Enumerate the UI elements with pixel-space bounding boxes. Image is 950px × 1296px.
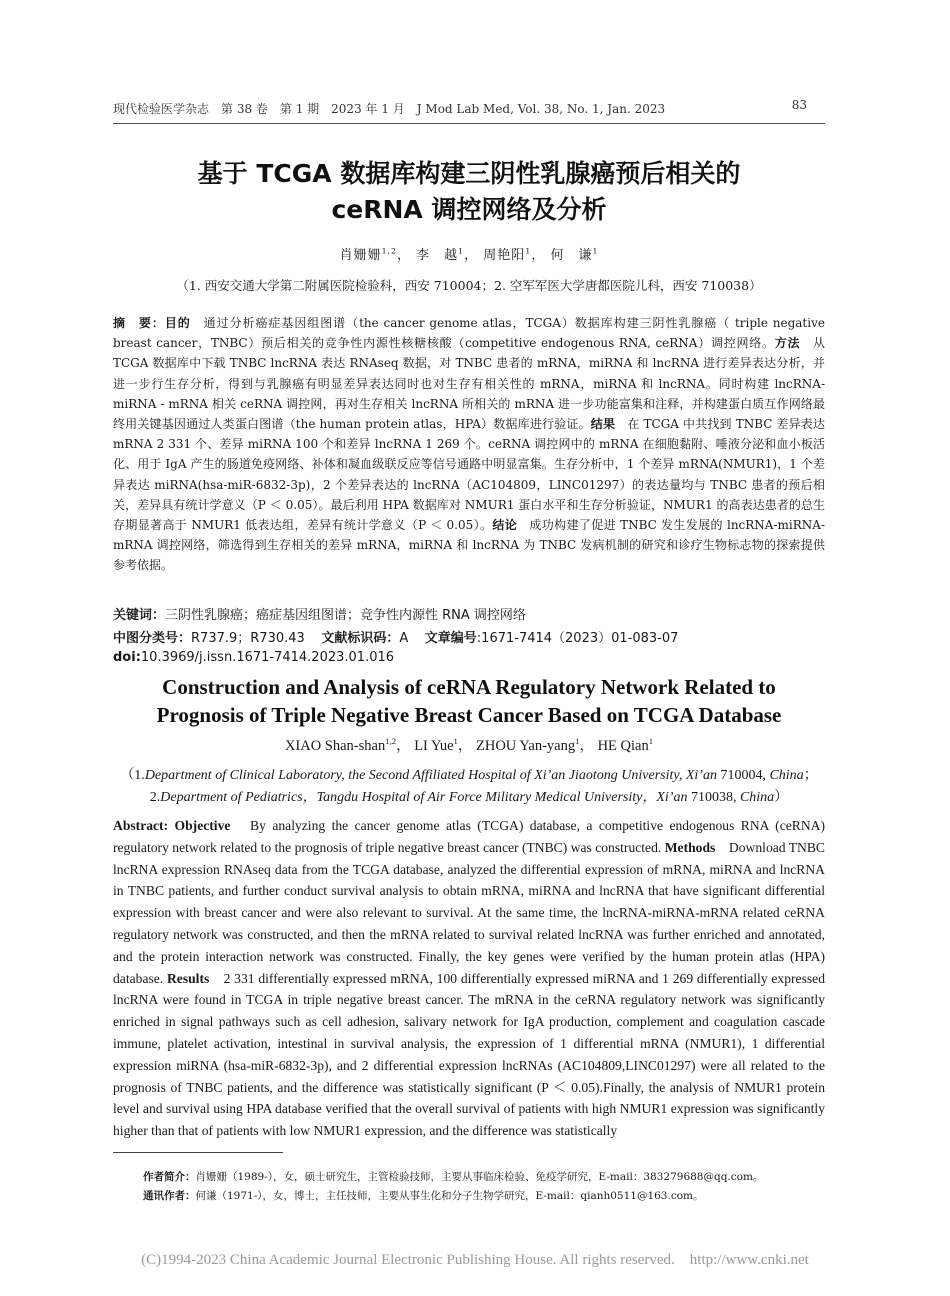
chinese-affiliation: （1. 西安交通大学第二附属医院检验科，西安 710004；2. 空军军医大学唐都医院儿科，西安 710038） — [176, 278, 762, 293]
affil-open: （1. — [120, 768, 145, 783]
english-affiliation-line-1 — [100, 765, 838, 787]
author-separator: ， — [397, 248, 412, 263]
author-bio-footnote — [143, 1169, 833, 1184]
chinese-title-line-2: ceRNA 调控网络及分析 — [331, 195, 607, 224]
methods-text: 从 TCGA 数据库中下载 TNBC lncRNA 表达 RNAseq 数据，对 TNBC 患者的 mRNA，miRNA 和 lncRNA 进行差异表达分析，并进一步行生存分析，得到与乳腺癌有明显差异表达同时也对生存有相关性的 mRNA，miRNA 和 lncRNA。同时构建 lncRNA- miRNA - mRNA 相关 ceRNA 调控网，再对生存相关 lncRNA 所相关的 mRNA 进一步功能富集和注释，并构建蛋白质互作网络最终用关键基因通过人类蛋白图谱（the human protein atlas，HPA）数据库进行验证。 — [113, 336, 825, 432]
footnote-divider — [113, 1152, 283, 1153]
author-name: 何 谦 — [550, 248, 593, 263]
doi — [113, 650, 825, 665]
affil-num-2: 2. — [149, 790, 161, 805]
copyright-watermark: (C)1994-2023 China Academic Journal Electronic Publishing House. All rights reserved. http://www.cnki.net — [141, 1252, 809, 1268]
affil-dept-1: Department of Clinical Laboratory, the Second Affiliated Hospital of Xi’an Jiaotong University, Xi’an — [144, 768, 717, 783]
corresponding-text: 何谦（1971-），女，博士，主任技师，主要从事生化和分子生物学研究，E-mail：qianh0511@163.com。 — [195, 1190, 704, 1202]
results-label: 结果 — [590, 417, 616, 432]
author-separator: ， — [531, 248, 546, 263]
author-name: ZHOU Yan-yang — [476, 738, 576, 754]
author-affil-sup: 1 — [525, 246, 532, 256]
author-affil-sup: 1 — [575, 736, 580, 747]
article-no-value: :1671-7414（2023）01-083-07 — [476, 631, 679, 646]
methods-text: Download TNBC lncRNA expression RNAseq data from the TCGA database, analyzed the differential expression of mRNA, miRNA and lncRNA in TNBC patients, and further conduct survival analysis to obtain mRNA, miRNA and lncRNA that have significant differential expression with breast cancer and were also relevant to survival. At the same time, the lncRNA-miRNA-mRNA related ceRNA regulatory network was constructed, and then the mRNA related to survival related lncRNA was further enriched and annotated, and the protein interaction network was constructed. Finally, the key genes were verified by the human protein atlas (HPA) database. — [113, 839, 825, 986]
keywords — [113, 604, 825, 623]
keywords-label: 关键词： — [113, 608, 166, 623]
chinese-title — [100, 156, 838, 228]
english-title — [100, 673, 838, 729]
author-name: LI Yue — [414, 738, 454, 754]
chinese-abstract — [113, 313, 825, 576]
header-divider — [113, 123, 825, 124]
chinese-authors — [100, 244, 838, 263]
keywords-text: 三阴性乳腺癌；癌症基因组图谱；竞争性内源性 RNA 调控网络 — [165, 608, 526, 623]
methods-label: 方法 — [774, 336, 801, 351]
author-affil-sup: 1,2 — [385, 736, 397, 747]
affil-dept-2: Department of Pediatrics，Tangdu Hospital of Air Force Military Medical University，Xi’an — [160, 790, 688, 805]
english-affiliation — [100, 765, 838, 809]
author-affil-sup: 1 — [453, 736, 458, 747]
affil-postcode-1: 710004, — [716, 768, 770, 783]
author-separator: ， — [464, 248, 479, 263]
author-name: 肖姗姗 — [339, 248, 382, 263]
doc-code-value: A — [399, 631, 409, 646]
cls-value: R737.9；R730.43 — [191, 631, 305, 646]
page-number: 83 — [791, 98, 807, 112]
author-separator: ， — [396, 738, 411, 754]
english-affiliation-line-2 — [100, 787, 838, 809]
english-title-line-2: Prognosis of Triple Negative Breast Cancer Based on TCGA Database — [156, 703, 782, 727]
author-name: 李 越 — [416, 248, 459, 263]
results-label: Results — [166, 970, 210, 986]
doi-label: doi: — [113, 650, 141, 665]
author-name: HE Qian — [597, 738, 649, 754]
affil-postcode-2: 710038, — [687, 790, 740, 805]
author-name: 周艳阳 — [483, 248, 526, 263]
objective-text: By analyzing the cancer genome atlas (TCGA) database, a competitive endogenous RNA (ceRNA) regulatory network related to the prognosis of triple negative breast cancer (TNBC) was constructed. — [113, 818, 825, 855]
author-separator: ， — [579, 738, 594, 754]
affil-sep: ； — [803, 768, 818, 783]
doc-code-label: 文献标识码： — [321, 631, 400, 646]
results-text: 2 331 differentially expressed mRNA, 100 differentially expressed miRNA and 1 269 differentially expressed lncRNA were found in TCGA in triple negative breast cancer. The mRNA in the ceRNA regulatory network was significantly enriched in signal pathways such as cell adhesion, salivary network for IgA production, complement and coagulation cascade immune, platelet activation, intestinal in survival analysis, the expression of 1 differential mRNA (NMUR1), 1 differential expression miRNA (hsa-miR-6832-3p), and 2 differential expression lncRNAs (AC104809,LINC01297) were all related to the prognosis of TNBC patients, and the difference was statistically significant (P ＜ 0.05).Finally, the analysis of NMUR1 protein level and survival using HPA database verified that the overall survival of patients with high NMUR1 expression was significantly higher than that of patients with low NMUR1 expression, and the difference was statistically — [113, 970, 825, 1139]
cls-label: 中图分类号： — [113, 631, 192, 646]
conclusion-label: 结论 — [492, 518, 518, 533]
english-title-line-1: Construction and Analysis of ceRNA Regulatory Network Related to — [162, 675, 776, 699]
objective-text: 通过分析癌症基因组图谱（the cancer genome atlas，TCGA）数据库构建三阴性乳腺癌（ triple negative breast cancer，TNBC）预后相关的竞争性内源性核糖核酸（competitive endogenous RNA, ceRNA）调控网络。 — [113, 316, 825, 351]
english-authors — [100, 734, 838, 755]
author-affil-sup: 1 — [648, 736, 654, 747]
author-bio-label: 作者简介： — [143, 1171, 196, 1183]
affil-country-2: China — [739, 790, 775, 805]
author-affil-sup: 1,2 — [381, 246, 397, 256]
abstract-label: 摘 要： — [113, 316, 165, 330]
abstract-objective-label: Abstract: Objective — [113, 818, 231, 833]
author-separator: ， — [457, 738, 473, 754]
results-text: 在 TCGA 中共找到 TNBC 差异表达 mRNA 2 331 个、差异 miRNA 100 个和差异 lncRNA 1 269 个。ceRNA 调控网中的 mRNA 在细胞黏附、唾液分泌和血小板活化、用于 IgA 产生的肠道免疫网络、补体和凝血级联反应等信号通路中明显富集。生存分析中，1 个差异 mRNA(NMUR1)，1 个差异表达 miRNA(hsa-miR-6832-3p)，2 个差异表达的 lncRNA（AC104809，LINC01297）的表达量均与 TNBC 患者的预后相关，差异具有统计学意义（P ＜ 0.05）。最后利用 HPA 数据库对 NMUR1 蛋白水平和生存分析验证，NMUR1 的高表达患者的总生存期显著高于 NMUR1 低表达组，差异有统计学意义（P ＜ 0.05）。 — [113, 417, 825, 533]
article-no-label: 文章编号 — [424, 631, 477, 646]
methods-label: Methods — [664, 839, 716, 855]
affil-country-1: China — [769, 768, 804, 783]
journal-citation: 现代检验医学杂志 第 38 卷 第 1 期 2023 年 1 月 J Mod Lab Med, Vol. 38, No. 1, Jan. 2023 — [113, 102, 666, 116]
running-header — [113, 96, 825, 118]
doi-value: 10.3969/j.issn.1671-7414.2023.01.016 — [140, 650, 395, 665]
affil-close: ） — [774, 790, 789, 805]
author-affil-sup: 1 — [458, 246, 465, 256]
chinese-title-line-1: 基于 TCGA 数据库构建三阴性乳腺癌预后相关的 — [197, 159, 741, 188]
author-bio-text: 肖姗姗（1989-），女，硕士研究生，主管检验技师，主要从事临床检验、免疫学研究，E-mail：383279688@qq.com。 — [195, 1171, 764, 1183]
english-abstract — [113, 815, 825, 1142]
objective-label: 目的 — [164, 316, 191, 330]
corresponding-label: 通讯作者： — [143, 1190, 196, 1202]
author-affil-sup: 1 — [592, 246, 599, 256]
classification — [113, 627, 825, 646]
corresponding-author-footnote — [143, 1188, 833, 1203]
author-name: XIAO Shan-shan — [284, 738, 386, 754]
conclusion-text: 成功构建了促进 TNBC 发生发展的 lncRNA-miRNA-mRNA 调控网络，筛选得到生存相关的差异 mRNA，miRNA 和 lncRNA 为 TNBC 发病机制的研究和诊疗生物标志物的探索提供参考依据。 — [113, 518, 825, 573]
